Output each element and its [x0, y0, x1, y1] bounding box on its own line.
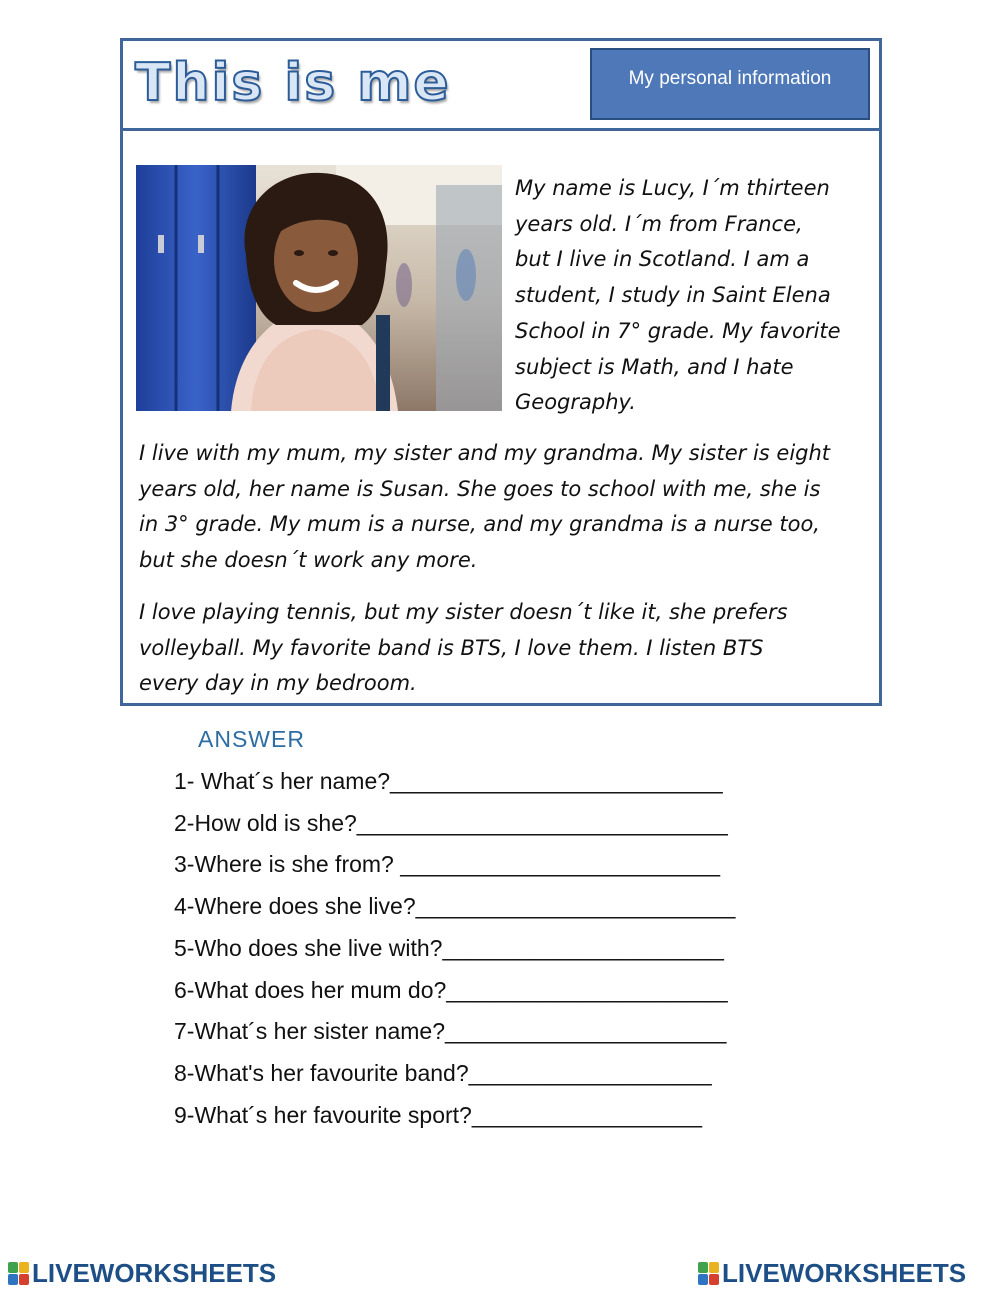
brand-logo-left — [8, 1258, 276, 1288]
family-line: I live with my mum, my sister and my grandma. My sister is eight — [139, 441, 831, 465]
intro-line: years old. I´m from France, — [515, 211, 803, 236]
question-1[interactable]: 1- What´s her name?__________________________ — [174, 768, 723, 794]
reading-frame — [120, 38, 882, 706]
family-paragraph — [139, 436, 869, 579]
intro-line: but I live in Scotland. I am a — [515, 247, 810, 272]
intro-line: School in 7° grade. My favorite — [515, 318, 841, 343]
header-divider — [123, 128, 879, 131]
family-line: in 3° grade. My mum is a nurse, and my grandma is a nurse too, — [139, 512, 820, 537]
liveworksheets-logo-icon — [698, 1262, 718, 1284]
page-title: This is me — [135, 53, 451, 113]
intro-line: Geography. — [515, 390, 636, 415]
question-5[interactable]: 5-Who does she live with?______________________ — [174, 935, 724, 961]
question-6[interactable]: 6-What does her mum do?______________________ — [174, 977, 728, 1003]
question-9[interactable]: 9-What´s her favourite sport?__________________ — [174, 1102, 703, 1128]
portrait-photo — [136, 165, 502, 411]
brand-logo-right — [698, 1258, 966, 1288]
liveworksheets-logo-icon — [8, 1262, 28, 1284]
question-7[interactable]: 7-What´s her sister name?______________________ — [174, 1018, 727, 1044]
question-8[interactable]: 8-What's her favourite band?___________________ — [174, 1060, 712, 1086]
hobbies-line: every day in my bedroom. — [139, 671, 417, 696]
hobbies-line: volleyball. My favorite band is BTS, I love them. I listen BTS — [139, 635, 764, 660]
question-4[interactable]: 4-Where does she live?_________________________ — [174, 893, 736, 919]
family-line: but she doesn´t work any more. — [139, 548, 478, 573]
intro-line: student, I study in Saint Elena — [515, 283, 831, 308]
hobbies-line: I love playing tennis, but my sister doesn´t like it, she prefers — [139, 600, 788, 624]
intro-paragraph — [515, 171, 875, 421]
family-line: years old, her name is Susan. She goes to school with me, she is — [139, 476, 821, 501]
brand-text: LIVEWORKSHEETS — [722, 1257, 967, 1288]
brand-text: LIVEWORKSHEETS — [32, 1257, 277, 1288]
question-2[interactable]: 2-How old is she?_____________________________ — [174, 810, 728, 836]
intro-line: subject is Math, and I hate — [515, 354, 794, 379]
intro-line: My name is Lucy, I´m thirteen — [515, 176, 830, 200]
question-3[interactable]: 3-Where is she from? _________________________ — [174, 851, 721, 877]
answer-heading: ANSWER — [198, 726, 305, 752]
girl-photo-icon — [136, 165, 502, 411]
hobbies-paragraph — [139, 595, 869, 702]
personal-information-box: My personal information — [590, 48, 870, 120]
